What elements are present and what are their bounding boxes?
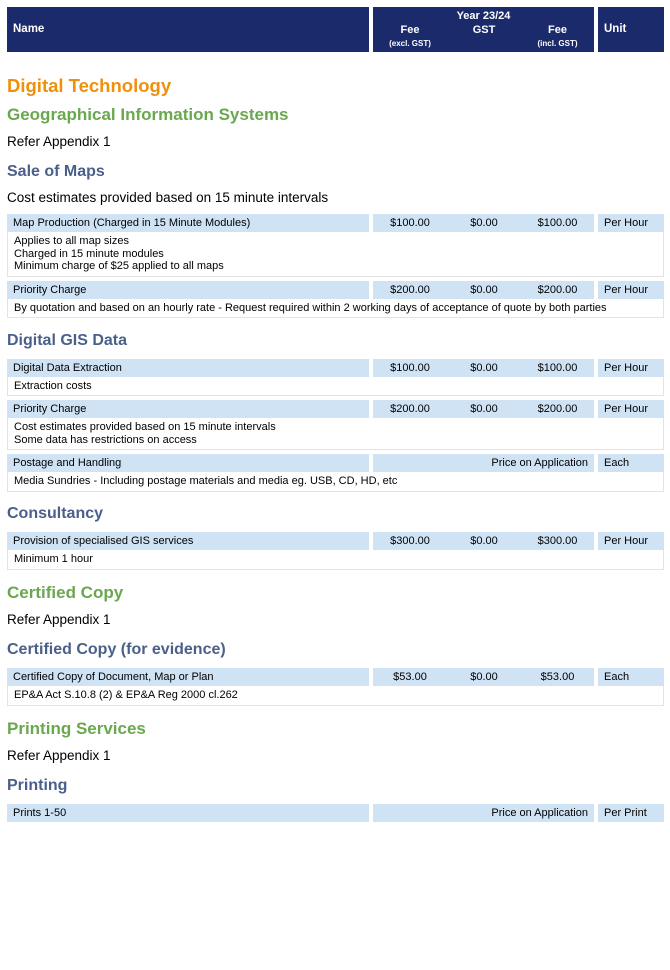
fee-row-notes: [7, 232, 664, 277]
subcategory-title-consultancy: Consultancy: [7, 505, 104, 522]
fee-row-notes: [7, 377, 664, 396]
fee-excl-label: Fee: [400, 24, 420, 36]
category-title-gis: Geographical Information Systems: [7, 105, 289, 124]
column-header-fee-incl: [521, 24, 594, 48]
fee-row-notes: [7, 686, 664, 706]
fee-incl-value: $200.00: [537, 403, 578, 415]
fee-row-name: Provision of specialised GIS services: [7, 532, 369, 550]
fee-row-values: [373, 400, 594, 418]
fee-row-values: [373, 668, 594, 686]
fee-excl-value: $100.00: [390, 217, 430, 229]
column-header-fee-excl: [373, 24, 447, 48]
fee-row-name: Digital Data Extraction: [7, 359, 369, 377]
price-on-application: Price on Application: [491, 457, 588, 469]
note-line: Media Sundries - Including postage materials and media eg. USB, CD, HD, etc: [14, 475, 398, 487]
column-header-gst: [447, 24, 521, 36]
fee-row-notes: [7, 299, 664, 318]
note-line: Applies to all map sizes: [14, 235, 129, 247]
fee-row-unit: Each: [598, 668, 664, 686]
fee-row-notes: [7, 472, 664, 492]
note-line: Charged in 15 minute modules: [14, 247, 164, 260]
price-on-application: Price on Application: [491, 807, 588, 819]
column-header-year: [373, 7, 594, 52]
fee-row-values: [373, 804, 594, 822]
fee-row-unit: Per Hour: [598, 281, 664, 299]
fee-excl-value: $100.00: [390, 362, 430, 374]
note-line: By quotation and based on an hourly rate - Request required within 2 working days of acceptance of quote by both parties: [14, 302, 607, 314]
fee-incl-value: $300.00: [537, 535, 578, 547]
printing-reference: Refer Appendix 1: [7, 748, 111, 763]
fee-row-values: [373, 532, 594, 550]
fee-excl-value: $53.00: [393, 671, 427, 683]
fee-row-values: [373, 281, 594, 299]
subcategory-title-certified-evidence: Certified Copy (for evidence): [7, 641, 226, 658]
gst-value: $0.00: [470, 535, 498, 547]
note-line: Extraction costs: [14, 380, 92, 392]
fee-row-unit: Each: [598, 454, 664, 472]
gst-value: $0.00: [470, 403, 498, 415]
note-line: Minimum 1 hour: [14, 553, 93, 565]
fee-row-values: [373, 454, 594, 472]
year-label: Year 23/24: [456, 10, 511, 22]
fee-excl-value: $200.00: [390, 403, 430, 415]
certified-reference: Refer Appendix 1: [7, 612, 111, 627]
sale-of-maps-intro: Cost estimates provided based on 15 minute intervals: [7, 190, 329, 205]
gst-label: GST: [472, 24, 496, 36]
gst-value: $0.00: [470, 217, 498, 229]
subcategory-title-digital-gis-data: Digital GIS Data: [7, 332, 128, 349]
gis-reference: Refer Appendix 1: [7, 134, 111, 149]
fee-row-unit: Per Print: [598, 804, 664, 822]
fee-row-unit: Per Hour: [598, 400, 664, 418]
subcategory-title-sale-of-maps: Sale of Maps: [7, 163, 105, 180]
gst-value: $0.00: [470, 671, 498, 683]
section-title: Digital Technology: [7, 75, 172, 96]
fee-excl-sublabel: (excl. GST): [389, 39, 431, 48]
fee-incl-value: $53.00: [540, 671, 575, 683]
fee-incl-label: Fee: [548, 24, 567, 36]
fee-row-name: Map Production (Charged in 15 Minute Modules): [7, 214, 369, 232]
fee-incl-value: $100.00: [537, 217, 578, 229]
subcategory-title-printing: Printing: [7, 777, 68, 794]
note-line: EP&A Act S.10.8 (2) & EP&A Reg 2000 cl.262: [14, 689, 238, 701]
fee-row-notes: [7, 550, 664, 570]
note-line: Minimum charge of $25 applied to all maps: [14, 260, 224, 272]
column-header-unit: Unit: [598, 7, 664, 52]
fee-row-name: Priority Charge: [7, 400, 369, 418]
fee-incl-value: $100.00: [537, 362, 578, 374]
fee-row-values: [373, 214, 594, 232]
fee-row-values: [373, 359, 594, 377]
gst-value: $0.00: [470, 284, 498, 296]
fee-row-unit: Per Hour: [598, 532, 664, 550]
category-title-printing-services: Printing Services: [7, 719, 146, 738]
note-line: Some data has restrictions on access: [14, 433, 197, 446]
gst-value: $0.00: [470, 362, 498, 374]
fee-incl-sublabel: (incl. GST): [537, 39, 578, 48]
fee-row-name: Postage and Handling: [7, 454, 369, 472]
column-header-name: Name: [7, 7, 369, 52]
fee-row-name: Certified Copy of Document, Map or Plan: [7, 668, 369, 686]
fee-incl-value: $200.00: [537, 284, 578, 296]
fee-row-notes: [7, 418, 664, 450]
fee-row-unit: Per Hour: [598, 359, 664, 377]
note-line: Cost estimates provided based on 15 minute intervals: [14, 421, 276, 433]
fee-row-name: Prints 1-50: [7, 804, 369, 822]
fee-row-name: Priority Charge: [7, 281, 369, 299]
fee-excl-value: $200.00: [390, 284, 430, 296]
fee-excl-value: $300.00: [390, 535, 430, 547]
fee-row-unit: Per Hour: [598, 214, 664, 232]
category-title-certified-copy: Certified Copy: [7, 583, 124, 602]
